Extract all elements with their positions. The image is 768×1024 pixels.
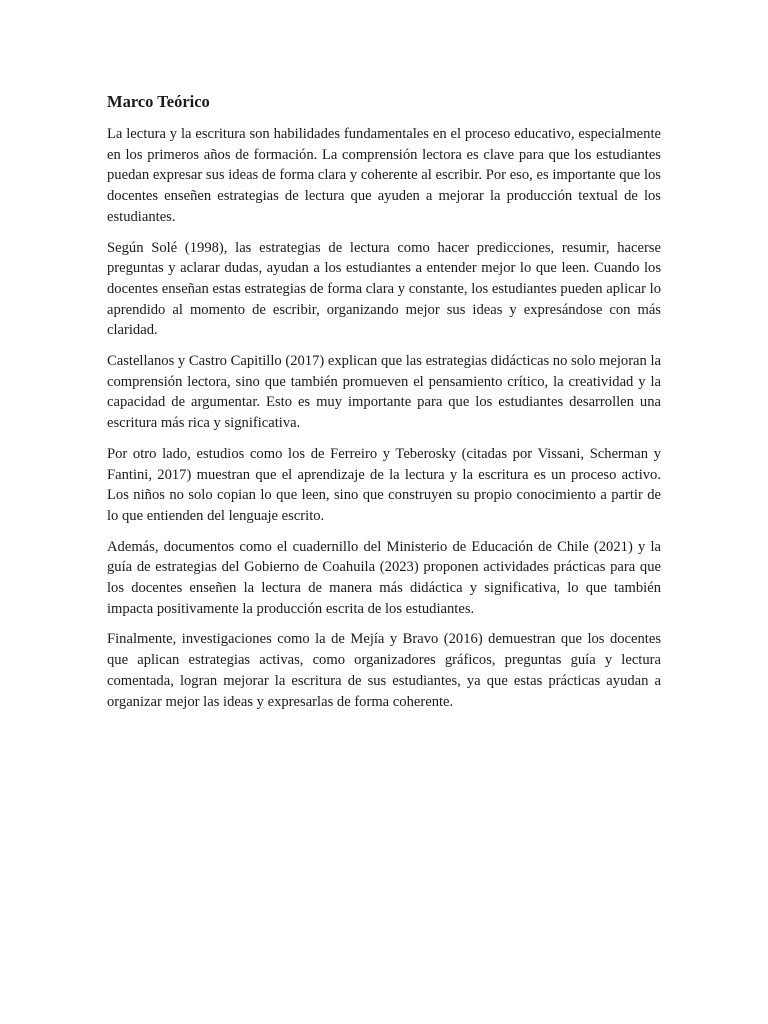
paragraph-3: Castellanos y Castro Capitillo (2017) explican que las estrategias didácticas no solo mejoran la comprensión lectora, sino que también promueven el pensamiento crítico, la creatividad y la capacidad de argumentar. Esto es muy importante para que los estudiantes desarrollen una escritura más rica y significativa. bbox=[107, 353, 662, 432]
paragraph-6: Finalmente, investigaciones como la de Mejía y Bravo (2016) demuestran que los docentes que aplican estrategias activas, como organizadores gráficos, preguntas guía y lectura comentada, logran mejorar la escritura de sus estudiantes, ya que estas prácticas ayudan a organizar mejor las ideas y expresarlas de forma coherente. bbox=[107, 631, 661, 710]
document-title: Marco Teórico bbox=[107, 92, 210, 111]
document-page bbox=[107, 90, 661, 722]
paragraph-2: Según Solé (1998), las estrategias de lectura como hacer predicciones, resumir, hacerse preguntas y aclarar dudas, ayudan a los estudiantes a entender mejor lo que leen. Cuando los docentes enseñan estas estrategias de forma clara y constante, los estudiantes pueden aplicar lo aprendido al momento de escribir, organizando mejor sus ideas y expresándose con más claridad. bbox=[107, 239, 661, 339]
paragraph-1: La lectura y la escritura son habilidades fundamentales en el proceso educativo, especialmente en los primeros años de formación. La comprensión lectora es clave para que los estudiantes puedan expresar sus ideas de forma clara y coherente al escribir. Por eso, es importante que los docentes enseñen estrategias de lectura que ayuden a mejorar la producción textual de los estudiantes. bbox=[107, 126, 661, 225]
paragraph-4: Por otro lado, estudios como los de Ferreiro y Teberosky (citadas por Vissani, Scherman y Fantini, 2017) muestran que el aprendizaje de la lectura y la escritura es un proceso activo. Los niños no solo copian lo que leen, sino que construyen su propio conocimiento a partir de lo que entienden del lenguaje escrito. bbox=[107, 445, 661, 524]
paragraph-5: Además, documentos como el cuadernillo del Ministerio de Educación de Chile (2021) y la guía de estrategias del Gobierno de Coahuila (2023) proponen actividades prácticas para que los docentes enseñen la lectura de manera más didáctica y significativa, lo que también impacta positivamente la producción escrita de los estudiantes. bbox=[107, 538, 661, 617]
